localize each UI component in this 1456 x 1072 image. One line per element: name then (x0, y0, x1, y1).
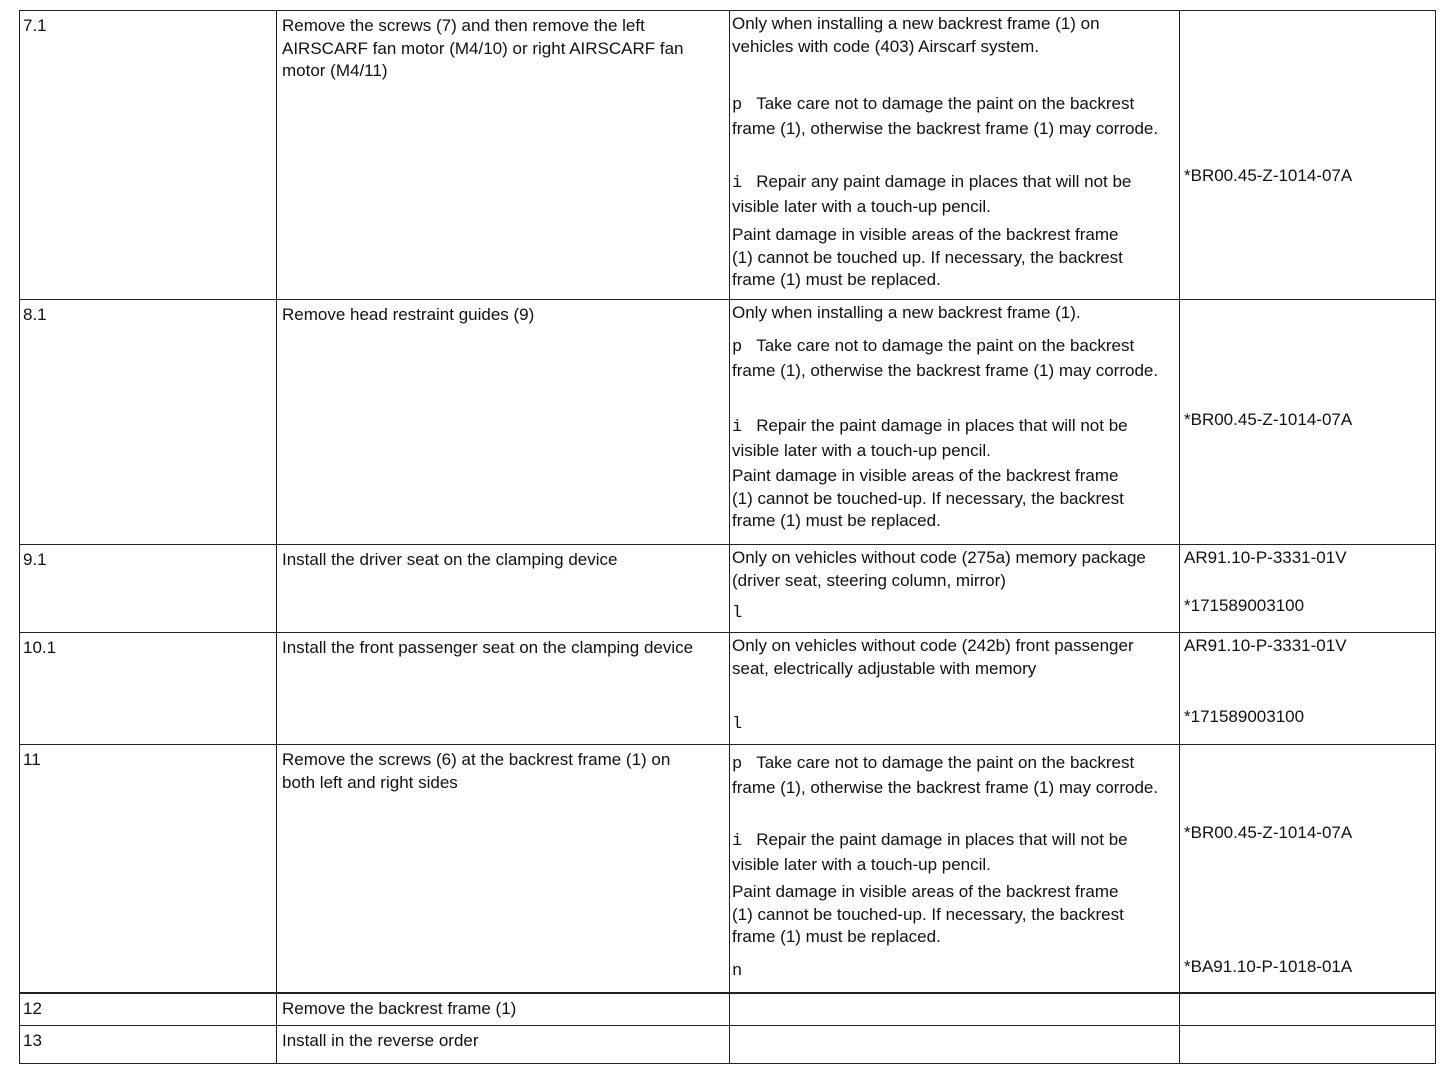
step-notes (729, 1026, 1179, 1063)
paint-warning-note: p Take care not to damage the paint on the backrest frame (1), otherwise the backrest frame (1) may corrode. (732, 336, 1159, 380)
table-row (19, 632, 1436, 744)
step-notes (729, 994, 1179, 1025)
procedure-table (19, 10, 1436, 1064)
step-action: Remove the screws (6) at the backrest frame (1) on both left and right sides (276, 745, 729, 992)
reference-cell (1179, 994, 1435, 1025)
step-action: Install in the reverse order (276, 1026, 729, 1063)
warning-symbol: p (732, 755, 743, 774)
step-number: 11 (23, 750, 41, 769)
paint-damage-note: Paint damage in visible areas of the backrest frame (1) cannot be touched up. If necessary, the backrest frame (1) must be replaced. (732, 225, 1123, 289)
table-row (19, 544, 1436, 632)
info-symbol: i (732, 174, 743, 193)
step-notes (729, 633, 1179, 744)
warning-symbol: p (732, 338, 743, 357)
paint-damage-note: Paint damage in visible areas of the backrest frame (1) cannot be touched-up. If necessary, the backrest frame (1) must be replaced. (732, 882, 1124, 946)
step-action: Install the front passenger seat on the clamping device (276, 633, 729, 744)
info-symbol: i (732, 832, 743, 851)
info-symbol: i (732, 418, 743, 437)
step-number: 7.1 (23, 16, 47, 35)
step-notes (729, 745, 1179, 992)
info-note: i Repair any paint damage in places that will not be visible later with a touch-up pencil. (732, 172, 1132, 216)
info-note: i Repair the paint damage in places that will not be visible later with a touch-up pencil. (732, 830, 1128, 874)
reference-cell (1179, 633, 1435, 744)
paint-damage-note: Paint damage in visible areas of the backrest frame (1) cannot be touched-up. If necessary, the backrest frame (1) must be replaced. (732, 466, 1124, 530)
condition-text: Only on vehicles without code (242b) front passenger seat, electrically adjustable with memory (732, 636, 1134, 678)
step-notes (729, 300, 1179, 544)
step-action: Remove the screws (7) and then remove the left AIRSCARF fan motor (M4/10) or right AIRSCARF fan motor (M4/11) (276, 11, 729, 299)
warning-symbol: p (732, 96, 743, 115)
reference-link[interactable]: *BR00.45-Z-1014-07A (1184, 410, 1353, 429)
reference-cell (1179, 745, 1435, 992)
note-symbol: n (732, 962, 743, 981)
step-notes (729, 545, 1179, 632)
tool-symbol: l (732, 604, 743, 623)
table-row (19, 992, 1436, 1025)
step-action: Remove head restraint guides (9) (276, 300, 729, 544)
reference-link[interactable]: AR91.10-P-3331-01V (1184, 636, 1347, 655)
table-row (19, 1025, 1436, 1064)
paint-warning-note: p Take care not to damage the paint on the backrest frame (1), otherwise the backrest frame (1) may corrode. (732, 753, 1159, 797)
table-row (19, 744, 1436, 992)
step-number: 8.1 (23, 305, 47, 324)
table-row (19, 10, 1436, 299)
condition-text: Only when installing a new backrest frame (1). (732, 303, 1081, 322)
step-notes (729, 11, 1179, 299)
reference-link[interactable]: AR91.10-P-3331-01V (1184, 548, 1347, 567)
table-row (19, 299, 1436, 544)
paint-warning-note: p Take care not to damage the paint on the backrest frame (1), otherwise the backrest frame (1) may corrode. (732, 94, 1159, 138)
step-action: Install the driver seat on the clamping device (276, 545, 729, 632)
reference-link[interactable]: *171589003100 (1184, 707, 1305, 726)
step-number: 9.1 (23, 550, 47, 569)
info-note: i Repair the paint damage in places that will not be visible later with a touch-up pencil. (732, 416, 1128, 460)
reference-link[interactable]: *171589003100 (1184, 596, 1305, 615)
reference-cell (1179, 300, 1435, 544)
reference-link[interactable]: *BR00.45-Z-1014-07A (1184, 166, 1353, 185)
condition-text: Only on vehicles without code (275a) memory package (driver seat, steering column, mirror) (732, 548, 1146, 590)
reference-cell (1179, 11, 1435, 299)
step-action: Remove the backrest frame (1) (276, 994, 729, 1025)
condition-text: Only when installing a new backrest frame (1) on vehicles with code (403) Airscarf system. (732, 14, 1100, 56)
reference-cell (1179, 545, 1435, 632)
step-number: 12 (23, 999, 42, 1018)
tool-symbol: l (732, 715, 743, 734)
reference-cell (1179, 1026, 1435, 1063)
step-number: 13 (23, 1031, 42, 1050)
reference-link[interactable]: *BA91.10-P-1018-01A (1184, 957, 1353, 976)
step-number: 10.1 (23, 638, 57, 657)
reference-link[interactable]: *BR00.45-Z-1014-07A (1184, 823, 1353, 842)
